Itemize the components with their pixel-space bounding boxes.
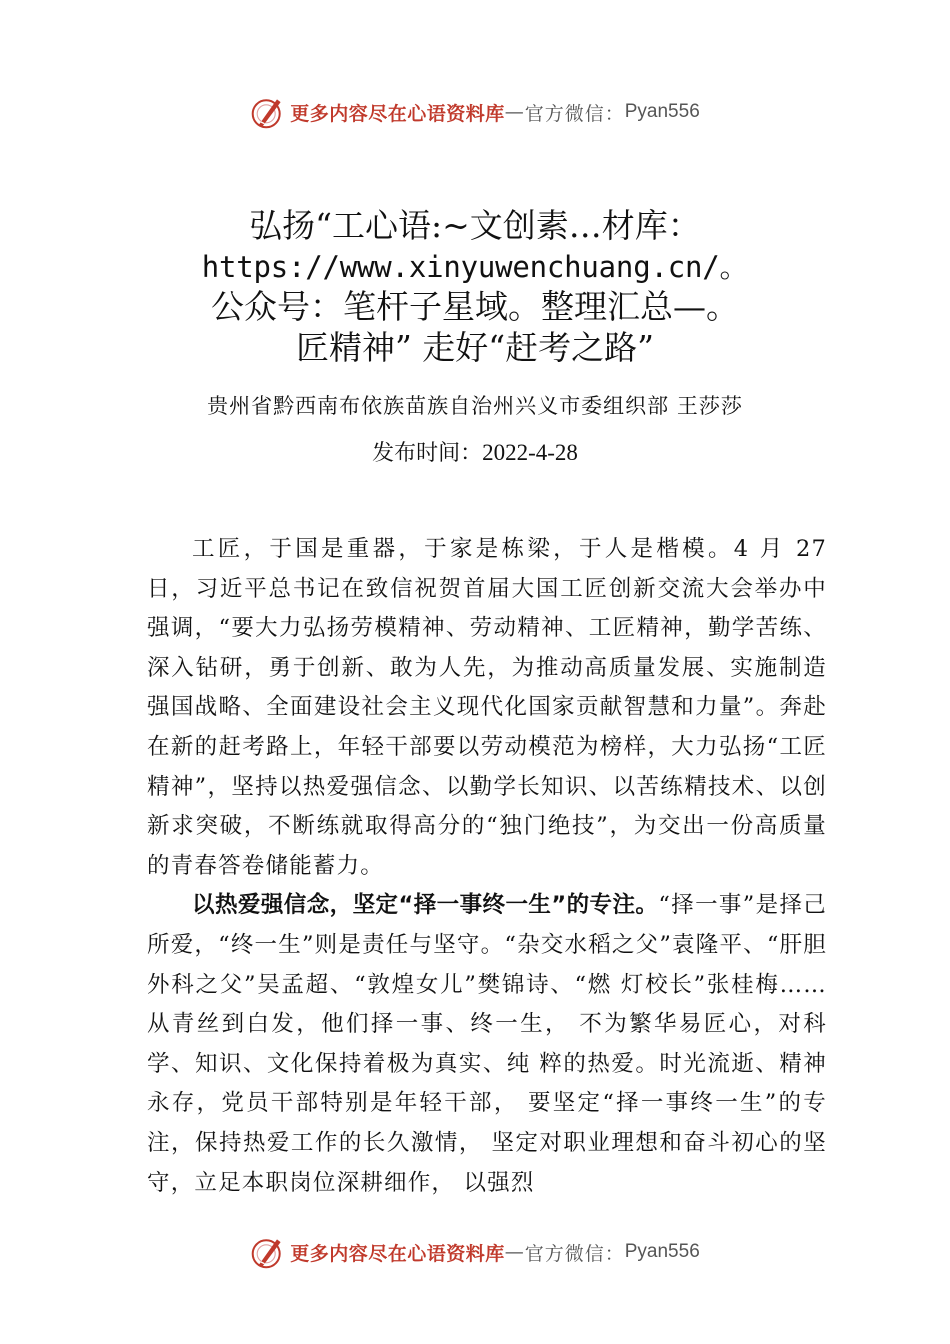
title-line-url: https://www.xinyuwenchuang.cn/。 bbox=[201, 249, 749, 284]
quill-logo-icon bbox=[250, 1234, 286, 1270]
paragraph-1: 工匠，于国是重器，于家是栋梁，于人是楷模。4 月 27 日，习近平总书记在致信祝贺首届大国工匠创新交流大会举办中强调，“要大力弘扬劳模精神、劳动精神、工匠精神，勤学苦练、深入钻研，勇于创新、敢为人先，为推动高质量发展、实施制造强国战略、全面建设社会主义现代化国家贡献智慧和力量”。奔赴在新的赶考路上，年轻干部要以劳动模范为榜样，大力弘扬“工匠精神”，坚持以热爱强信念、以勤学长知识、以苦练精技术、以创新求突破，不断练就取得高分的“独门绝技”，为交出一份高质量的青春答卷储能蓄力。 bbox=[147, 536, 827, 879]
watermark-brand: 更多内容尽在心语资料库 bbox=[290, 1242, 505, 1265]
watermark-wechat-label: 官方微信： bbox=[524, 102, 625, 125]
title-line-4: 匠精神” 走好“赶考之路” bbox=[295, 327, 655, 367]
title-line-1: 弘扬“工心语:~文创素…材库： bbox=[249, 206, 701, 245]
header-watermark bbox=[0, 92, 950, 132]
watermark-dash: — bbox=[504, 101, 525, 123]
publish-date-value: 2022-4-28 bbox=[482, 440, 578, 465]
watermark-brand: 更多内容尽在心语资料库 bbox=[290, 102, 505, 125]
paragraph-2-lead: 以热爱强信念，坚定“择一事终一生”的专注。 bbox=[192, 892, 659, 919]
quill-logo-icon bbox=[250, 94, 286, 130]
watermark-wechat-label: 官方微信： bbox=[524, 1242, 625, 1265]
paragraph-2 bbox=[147, 886, 827, 1203]
publish-label: 发布时间： bbox=[372, 441, 483, 466]
author-line: 贵州省黔西南布依族苗族自治州兴义市委组织部 王莎莎 bbox=[207, 394, 743, 418]
watermark-wechat-id: Pyan556 bbox=[624, 101, 700, 122]
title-line-3: 公众号：笔杆子星域。整理汇总—。 bbox=[211, 287, 739, 326]
publish-date bbox=[0, 436, 950, 467]
paragraph-2-text: “择一事”是择己所爱，“终一生”则是责任与坚守。“杂交水稻之父”袁隆平、“肝胆外科之父”吴孟超、“敦煌女儿”樊锦诗、“燃 灯校长”张桂梅……从青丝到白发，他们择一事、终一生， 不为繁华易匠心，对科学、知识、文化保持着极为真实、纯 粹的热爱。时光流逝、精神永存，党员干部特别是年轻干部， 要坚定“择一事终一生”的专注，保持热爱工作的长久激情， 坚定对职业理想和奋斗初心的坚守，立足本职岗位深耕细作， 以强烈 bbox=[147, 892, 827, 1196]
article-title bbox=[120, 206, 830, 368]
article-body bbox=[147, 530, 827, 1203]
watermark-dash: — bbox=[504, 1241, 525, 1263]
footer-watermark bbox=[0, 1232, 950, 1272]
watermark-wechat-id: Pyan556 bbox=[624, 1241, 700, 1262]
